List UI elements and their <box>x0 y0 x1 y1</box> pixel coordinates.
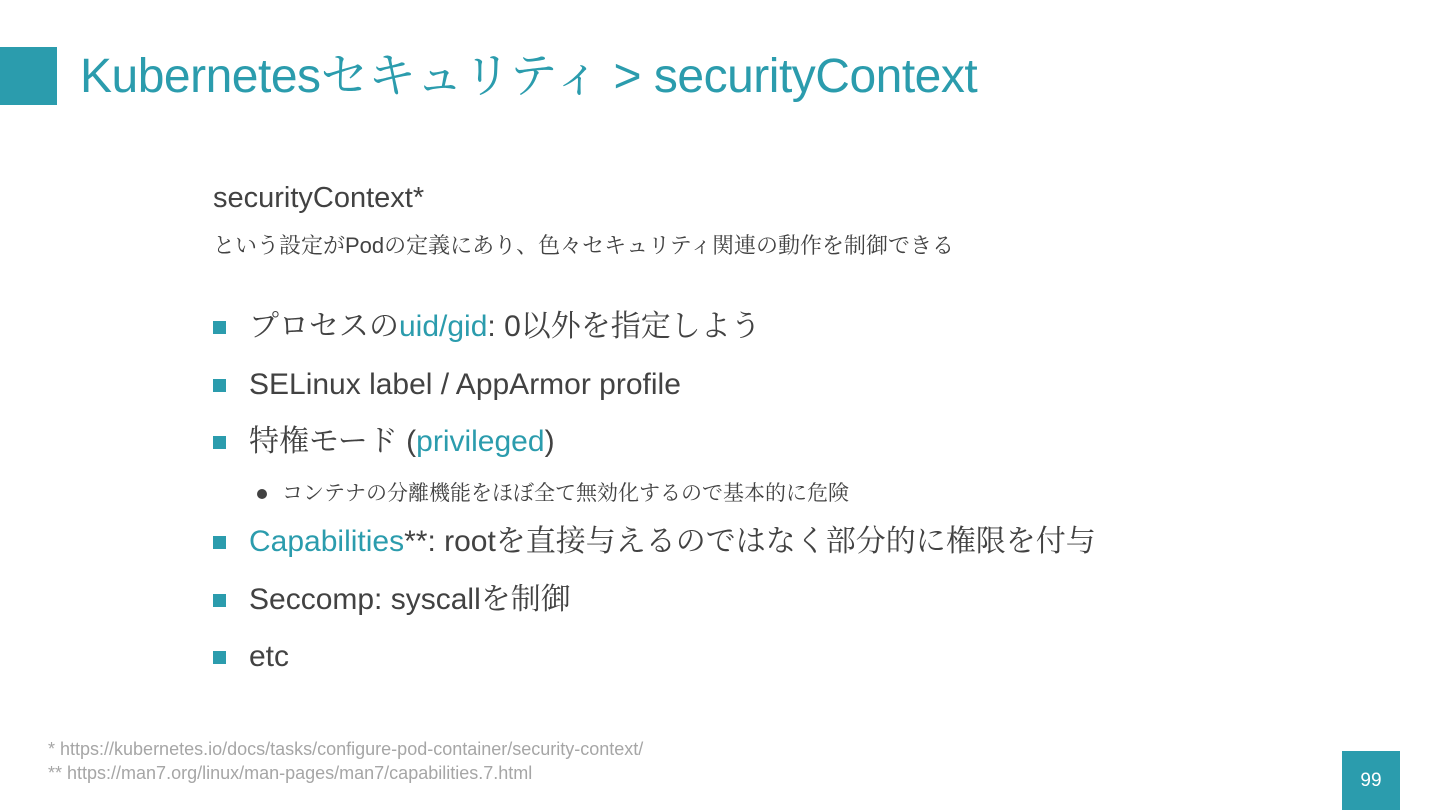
square-bullet-icon <box>213 321 226 334</box>
bullet-text-before: etc <box>249 640 290 673</box>
footnotes <box>48 737 643 785</box>
bullet-text-after: **: rootを直接与えるのではなく部分的に権限を付与 <box>404 525 1096 558</box>
bullet-text-before: 特権モード ( <box>249 425 417 458</box>
square-bullet-icon <box>213 594 226 607</box>
sub-bullet-item-privileged-warning <box>257 479 849 509</box>
bullet-text <box>249 420 555 464</box>
bullet-text <box>249 578 571 622</box>
bullet-text-highlight: uid/gid <box>399 310 488 343</box>
bullet-text-before: Seccomp: syscallを制御 <box>249 583 571 616</box>
bullet-item-uid-gid <box>213 305 761 349</box>
bullet-text-before: SELinux label / AppArmor profile <box>249 368 681 401</box>
slide-title: Kubernetesセキュリティ > securityContext <box>80 50 978 103</box>
bullet-text <box>249 520 1096 564</box>
square-bullet-icon <box>213 651 226 664</box>
square-bullet-icon <box>213 536 226 549</box>
intro-description: という設定がPodの定義にあり、色々セキュリティ関連の動作を制御できる <box>213 233 954 258</box>
bullet-item-capabilities <box>213 520 1096 564</box>
square-bullet-icon <box>213 436 226 449</box>
intro-heading: securityContext* <box>213 182 425 214</box>
bullet-item-selinux <box>213 363 681 407</box>
square-bullet-icon <box>213 379 226 392</box>
bullet-text <box>249 363 681 407</box>
bullet-text-before: プロセスの <box>249 310 399 343</box>
bullet-text-highlight: Capabilities <box>249 525 405 558</box>
footnote-capabilities-link[interactable]: ** https://man7.org/linux/man-pages/man7/capabilities.7.html <box>48 763 533 783</box>
page-number: 99 <box>1360 769 1382 791</box>
intro-section <box>213 180 954 260</box>
bullet-text-after: ) <box>544 425 555 458</box>
bullet-item-seccomp <box>213 578 571 622</box>
round-bullet-icon <box>257 489 267 499</box>
bullet-text-highlight: privileged <box>416 425 545 458</box>
bullet-text <box>249 305 761 349</box>
bullet-text-after: : 0以外を指定しよう <box>487 310 761 343</box>
page-number-badge <box>1342 751 1400 810</box>
sub-bullet-text: コンテナの分離機能をほぼ全て無効化するので基本的に危険 <box>282 482 849 505</box>
footnote-security-context-link[interactable]: * https://kubernetes.io/docs/tasks/configure-pod-container/security-context/ <box>48 739 644 759</box>
bullet-item-etc <box>213 635 289 679</box>
title-accent-block <box>0 47 57 105</box>
bullet-text <box>249 635 289 679</box>
bullet-item-privileged <box>213 420 555 464</box>
